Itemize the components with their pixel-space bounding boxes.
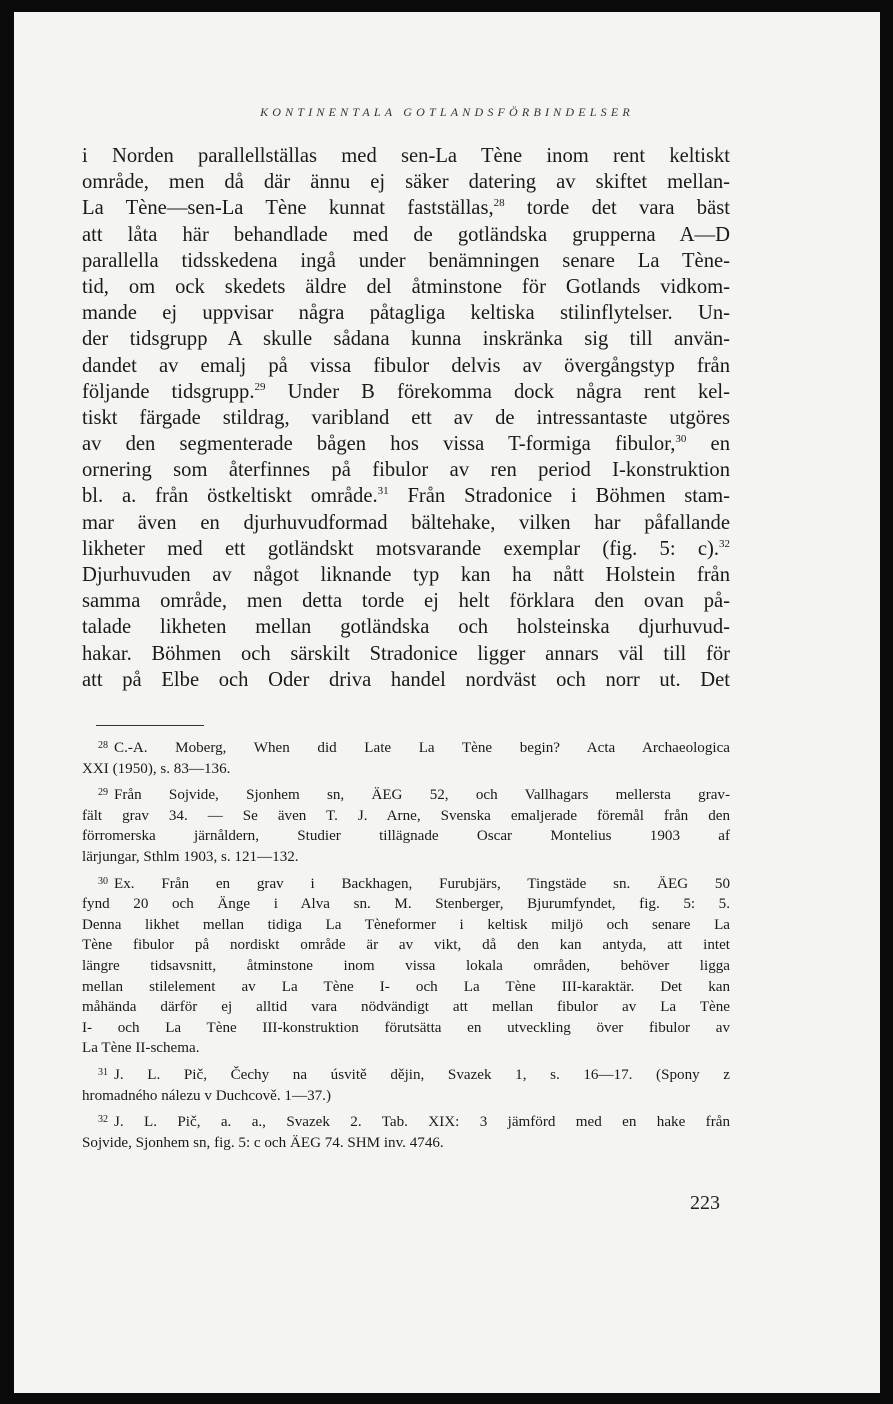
running-head: KONTINENTALA GOTLANDSFÖRBINDELSER bbox=[260, 105, 634, 119]
body-line bbox=[82, 248, 730, 274]
body-line-text: tid, om ock skedets äldre del åtminstone för Gotlands vidkom- bbox=[82, 275, 730, 298]
footnote-ref[interactable]: 29 bbox=[254, 380, 266, 393]
body-line-text: likheter med ett gotländskt motsvarande exemplar (fig. 5: c). bbox=[82, 537, 719, 560]
footnote-number: 29 bbox=[98, 787, 108, 799]
body-line-text: dandet av emalj på vissa fibulor delvis av övergångstyp från bbox=[82, 354, 730, 377]
footnote bbox=[82, 1063, 730, 1106]
footnote-text: måhända därför ej alltid vara nödvändigt att mellan fibulor av La Tène bbox=[82, 999, 730, 1016]
footnote-line bbox=[82, 1018, 730, 1039]
footnote-text: Ex. Från en grav i Backhagen, Furubjärs, Tingstäde sn. ÄEG 50 bbox=[114, 875, 730, 892]
body-line bbox=[82, 326, 730, 352]
footnote-text: lärjungar, Sthlm 1903, s. 121—132. bbox=[82, 848, 299, 865]
footnote-line bbox=[82, 806, 730, 827]
body-line-text: Under B förekomma dock några rent kel- bbox=[265, 380, 730, 403]
footnote-line bbox=[82, 935, 730, 956]
footnote-line bbox=[82, 1038, 730, 1059]
footnote-line bbox=[82, 783, 730, 806]
body-line-text: av den segmenterade bågen hos vissa T-formiga fibulor, bbox=[82, 433, 676, 456]
footnote-number: 28 bbox=[98, 740, 108, 751]
body-line-text: der tidsgrupp A skulle sådana kunna inskränka sig till använ- bbox=[82, 328, 730, 351]
footnote-text: hromadného nálezu v Duchcově. 1—37.) bbox=[82, 1087, 331, 1104]
footnote-ref[interactable]: 31 bbox=[377, 485, 389, 498]
footnote-line bbox=[82, 915, 730, 936]
body-line bbox=[82, 483, 730, 509]
footnote-rule bbox=[96, 725, 204, 726]
body-line bbox=[82, 405, 730, 431]
body-line bbox=[82, 300, 730, 326]
body-line-text: tiskt färgade stildrag, varibland ett av de intressantaste utgöres bbox=[82, 406, 730, 429]
footnote bbox=[82, 872, 730, 1059]
footnote-text: Från Sojvide, Sjonhem sn, ÄEG 52, och Vallhagars mellersta grav- bbox=[114, 787, 730, 804]
footnote-text: längre tidsavsnitt, åtminstone inom vissa lokala områden, behöver ligga bbox=[82, 957, 730, 974]
body-line bbox=[82, 195, 730, 221]
body-line bbox=[82, 510, 730, 536]
body-line bbox=[82, 353, 730, 379]
body-line bbox=[82, 143, 730, 169]
footnote-line bbox=[82, 1086, 730, 1107]
body-line-text: Från Stradonice i Böhmen stam- bbox=[388, 485, 730, 508]
footnote bbox=[82, 1110, 730, 1153]
body-line-text: bl. a. från östkeltiskt område. bbox=[82, 485, 378, 508]
body-line bbox=[82, 536, 730, 562]
body-line-text: område, men då där ännu ej säker datering av skiftet mellan- bbox=[82, 171, 730, 194]
body-line-text: parallella tidsskedena ingå under benämningen senare La Tène- bbox=[82, 249, 730, 272]
footnote-line bbox=[82, 894, 730, 915]
footnote-line bbox=[82, 872, 730, 895]
book-page bbox=[14, 12, 880, 1393]
body-text bbox=[82, 143, 730, 693]
footnote-text: Sojvide, Sjonhem sn, fig. 5: c och ÄEG 74. SHM inv. 4746. bbox=[82, 1134, 444, 1151]
footnote-ref[interactable]: 28 bbox=[493, 197, 505, 210]
body-line-text: att låta här behandlade med de gotländska grupperna A—D bbox=[82, 223, 730, 246]
footnote-text: J. L. Pič, a. a., Svazek 2. Tab. XIX: 3 jämförd med en hake från bbox=[114, 1114, 730, 1131]
body-line-text: en bbox=[686, 433, 730, 456]
body-line bbox=[82, 379, 730, 405]
footnote-line bbox=[82, 977, 730, 998]
footnote bbox=[82, 736, 730, 779]
footnote-line bbox=[82, 826, 730, 847]
body-line bbox=[82, 457, 730, 483]
footnote-line bbox=[82, 847, 730, 868]
footnote-line bbox=[82, 1133, 730, 1154]
footnote-text: La Tène II-schema. bbox=[82, 1040, 200, 1057]
body-line-text: La Tène—sen-La Tène kunnat fastställas, bbox=[82, 197, 494, 220]
footnote-number: 31 bbox=[98, 1066, 108, 1078]
page-number: 223 bbox=[690, 1192, 720, 1214]
footnote-text: XXI (1950), s. 83—136. bbox=[82, 760, 231, 777]
footnote-text: Denna likhet mellan tidiga La Tèneformer i keltisk miljö och senare La bbox=[82, 916, 730, 933]
footnote-line bbox=[82, 759, 730, 780]
footnote-text: fynd 20 och Änge i Alva sn. M. Stenberger, Bjurumfyndet, fig. 5: 5. bbox=[82, 896, 730, 913]
body-line bbox=[82, 667, 730, 693]
footnote-text: I- och La Tène III-konstruktion förutsätta en utveckling över fibulor av bbox=[82, 1019, 730, 1036]
body-line-text: hakar. Böhmen och särskilt Stradonice ligger annars väl till för bbox=[82, 642, 730, 665]
body-line-text: talade likheten mellan gotländska och holsteinska djurhuvud- bbox=[82, 616, 730, 639]
body-line bbox=[82, 614, 730, 640]
footnote-line bbox=[82, 736, 730, 759]
body-line bbox=[82, 641, 730, 667]
footnote-text: Tène fibulor på nordiskt område är av vikt, då den kan antyda, att intet bbox=[82, 937, 730, 954]
body-line-text: följande tidsgrupp. bbox=[82, 380, 255, 403]
body-line bbox=[82, 431, 730, 457]
footnote-line bbox=[82, 956, 730, 977]
footnote-number: 30 bbox=[98, 875, 108, 887]
footnote-text: mellan stilelement av La Tène I- och La Tène III-karaktär. Det kan bbox=[82, 978, 730, 995]
footnote-text: fält grav 34. — Se även T. J. Arne, Svenska emaljerade föremål från den bbox=[82, 807, 730, 824]
body-line-text: mande ej uppvisar några påtagliga keltiska stilinflytelser. Un- bbox=[82, 302, 730, 325]
footnote bbox=[82, 783, 730, 867]
body-line-text: ornering som återfinnes på fibulor av ren period I-konstruktion bbox=[82, 459, 730, 482]
footnote-ref[interactable]: 30 bbox=[675, 433, 687, 446]
footnote-line bbox=[82, 1110, 730, 1133]
footnote-text: C.-A. Moberg, When did Late La Tène begin? Acta Archaeologica bbox=[114, 740, 730, 756]
body-line-text: i Norden parallellställas med sen-La Tène inom rent keltiskt bbox=[82, 145, 730, 167]
footnote-line bbox=[82, 1063, 730, 1086]
body-line-text: Djurhuvuden av något liknande typ kan ha nått Holstein från bbox=[82, 564, 730, 586]
footnote-ref[interactable]: 32 bbox=[719, 537, 730, 550]
footnote-number: 32 bbox=[98, 1114, 108, 1126]
footnotes bbox=[82, 736, 730, 1157]
footnote-line bbox=[82, 997, 730, 1018]
body-line bbox=[82, 274, 730, 300]
body-line bbox=[82, 562, 730, 588]
footnote-text: förromerska järnåldern, Studier tillägnade Oscar Montelius 1903 af bbox=[82, 828, 730, 845]
body-line-text: torde det vara bäst bbox=[504, 197, 730, 220]
body-line-text: att på Elbe och Oder driva handel nordväst och norr ut. Det bbox=[82, 668, 730, 691]
footnote-text: J. L. Pič, Čechy na úsvitě dějin, Svazek 1, s. 16—17. (Spony z bbox=[114, 1066, 730, 1083]
body-line bbox=[82, 588, 730, 614]
body-line bbox=[82, 169, 730, 195]
body-line bbox=[82, 222, 730, 248]
body-line-text: mar även en djurhuvudformad bältehake, vilken har påfallande bbox=[82, 511, 730, 534]
body-line-text: samma område, men detta torde ej helt förklara den ovan på- bbox=[82, 590, 730, 613]
